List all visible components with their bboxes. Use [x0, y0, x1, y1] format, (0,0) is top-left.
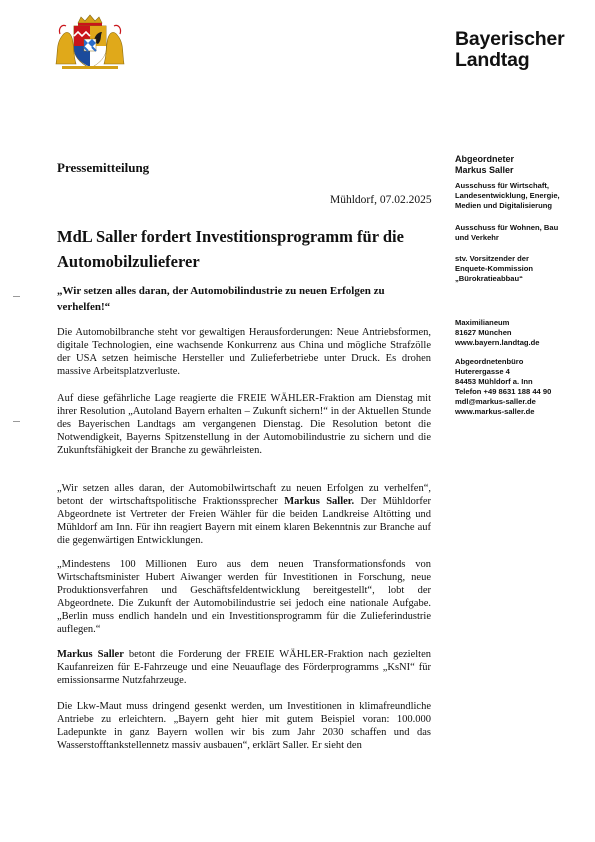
- fold-mark: [13, 296, 20, 297]
- sidebar-member-title: [455, 154, 590, 176]
- sidebar-line: Huterergasse 4: [455, 367, 510, 376]
- sidebar-email-link[interactable]: mdl@markus-saller.de: [455, 397, 536, 406]
- sidebar-line: und Verkehr: [455, 233, 499, 242]
- sidebar-title-line: Markus Saller: [455, 165, 514, 175]
- paragraph-4: „Mindestens 100 Millionen Euro aus dem neuen Transformationsfonds von Wirtschaftsminister Hubert Aiwanger werden für Investitionen in Forschung, neue Produktionsverfahren und Geschäftsfeldentwicklung bereitgestellt“, lobt der Abgeordnete. Die Zukunft der Automobilindustrie sei jedoch eine nationale Aufgabe. „Berlin muss endlich handeln und ein Investitionsprogramm für die Zulieferindustrie auflegen.“: [57, 559, 431, 635]
- paragraph-1: Die Automobilbranche steht vor gewaltigen Herausforderungen: Neue Antriebsformen, digitale Technologien, eine wachsende Konkurrenz aus China und mögliche Strafzölle der USA setzen heimische Hersteller und Zulieferbetriebe unter Druck. Es drohen massive Arbeitsplatzverluste.: [57, 327, 431, 377]
- sidebar-line: stv. Vorsitzender der: [455, 254, 529, 263]
- paragraph-3-b: Der Mühldorfer Abgeordnete ist Vertreter der Freien Wähler für die beiden Landkreise Altötting und Mühldorf am Inn. Für ihn reagiert Bayern mit einem klaren Bekenntnis zur Branche auf die gegenwärtigen Entwicklungen.: [57, 496, 431, 546]
- sidebar-committee-1: [455, 181, 590, 211]
- sidebar-website-link[interactable]: www.markus-saller.de: [455, 407, 535, 416]
- paragraph-2: Auf diese gefährliche Lage reagierte die FREIE WÄHLER-Fraktion am Dienstag mit ihrer Resolution „Autoland Bayern erhalten – Zukunft sichern!“ in der Aktuellen Stunde des Bayerischen Landtags am vergangenen Dienstag. Die Resolution betont die Notwendigkeit, Bayerns Spitzenstellung in der Automobilindustrie zu sichern und die Zukunftsfähigkeit der Branche zu gewährleisten.: [57, 393, 431, 456]
- speaker-name: Markus Saller.: [284, 496, 355, 507]
- sidebar-title-line: Abgeordneter: [455, 154, 515, 164]
- sidebar-link-website[interactable]: www.bayern.landtag.de: [455, 338, 540, 347]
- paragraph-3: [57, 482, 431, 547]
- sidebar-line: 81627 München: [455, 328, 512, 337]
- sidebar-line: Enquete-Kommission: [455, 264, 534, 273]
- sidebar-line: Abgeordnetenbüro: [455, 357, 524, 366]
- brand-line1: Bayerischer: [455, 28, 565, 50]
- sidebar-address: [455, 318, 590, 348]
- sidebar-phone: Telefon +49 8631 188 44 90: [455, 387, 552, 396]
- dateline: Mühldorf, 07.02.2025: [330, 194, 432, 206]
- sidebar-deputy-chair: [455, 254, 590, 284]
- sidebar-line: Ausschuss für Wirtschaft,: [455, 181, 550, 190]
- headline: MdL Saller fordert Investitionsprogramm für die Automobilzulieferer: [57, 227, 404, 271]
- sidebar-line: Medien und Digitalisierung: [455, 201, 553, 210]
- sidebar-committee-2: [455, 223, 590, 243]
- paragraph-5-text: betont die Forderung der FREIE WÄHLER-Fraktion nach gezielten Kaufanreizen für E-Fahrzeuge und eine Neuauflage des Förderprogramms „KsNI“ für emissionsarme Nutzfahrzeuge.: [57, 649, 431, 686]
- sidebar-line: Ausschuss für Wohnen, Bau: [455, 223, 559, 232]
- sidebar-line: Landesentwicklung, Energie,: [455, 191, 560, 200]
- brand-line2: Landtag: [455, 49, 530, 71]
- sidebar-line: 84453 Mühldorf a. Inn: [455, 377, 533, 386]
- paragraph-5: [57, 648, 431, 687]
- lead-quote: „Wir setzen alles daran, der Automobilindustrie zu neuen Erfolgen zu verhelfen!“: [57, 285, 385, 313]
- bayerischer-landtag-logo: [455, 29, 564, 71]
- sidebar-line: „Bürokratieabbau“: [455, 274, 523, 283]
- document-type: Pressemitteilung: [57, 160, 150, 175]
- bavarian-coat-of-arms-logo: [52, 14, 128, 70]
- sidebar-line: Maximilianeum: [455, 318, 510, 327]
- paragraph-6: Die Lkw-Maut muss dringend gesenkt werden, um Investitionen in klimafreundliche Antriebe zu erleichtern. „Bayern geht hier mit gutem Beispiel voran: 100.000 Ladepunkte in ganz Bayern wollen wir bis zum Jahr 2030 schaffen und das Wasserstofftankstellennetz massiv ausbauen“, erklärt Saller. Er sieht den: [57, 701, 431, 751]
- speaker-name-2: Markus Saller: [57, 649, 124, 660]
- punch-mark: [13, 421, 20, 422]
- sidebar-office: [455, 357, 590, 417]
- paragraph-3-a: „Wir setzen alles daran, der Automobilwirtschaft zu neuen Erfolgen zu verhelfen“, betont der wirtschaftspolitische Fraktionssprecher: [57, 483, 431, 507]
